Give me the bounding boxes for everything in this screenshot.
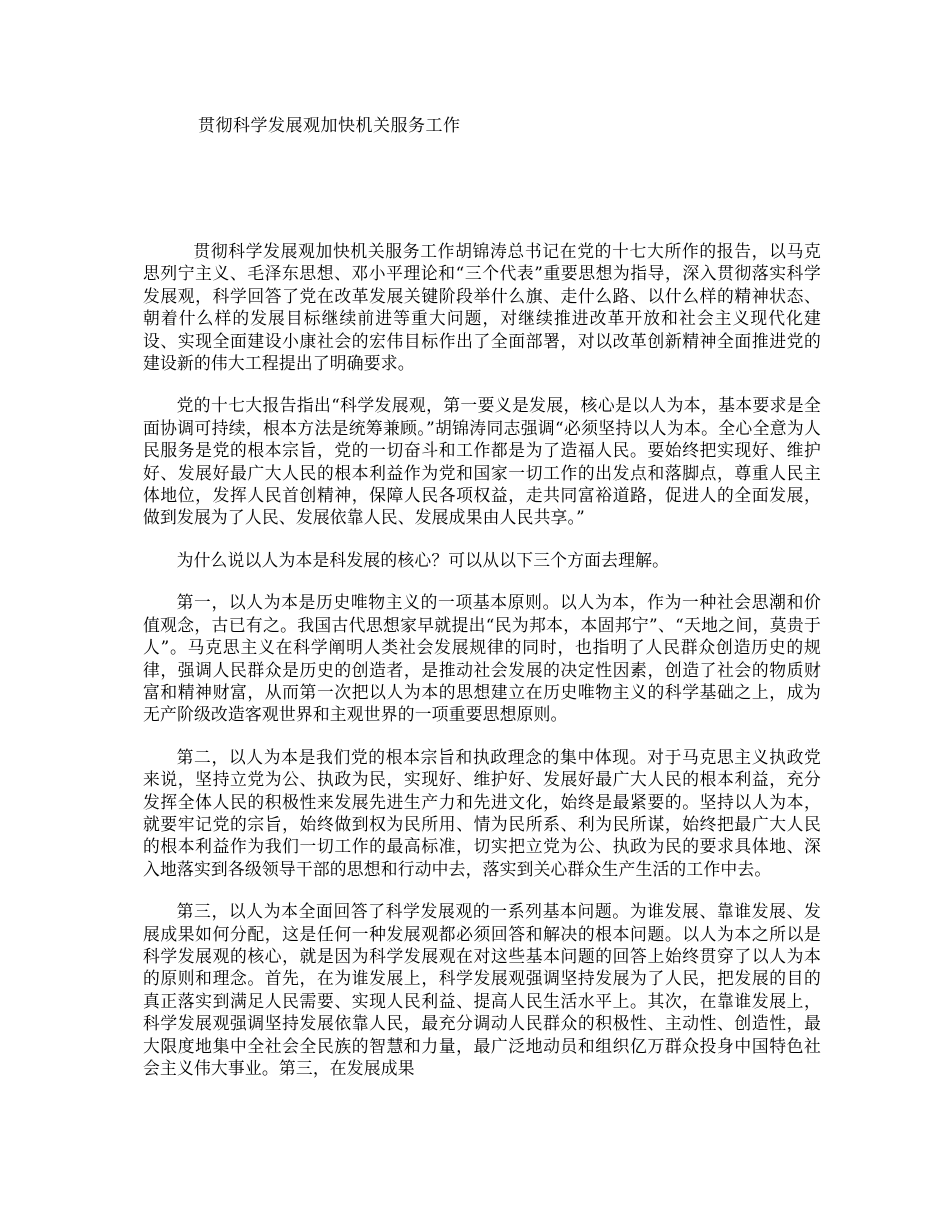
document-body xyxy=(143,240,821,1099)
paragraph-question: 为什么说以人为本是科发展的核心？可以从以下三个方面去理解。 xyxy=(176,549,670,570)
paragraph-first-point: 第一，以人为本是历史唯物主义的一项基本原则。以人为本，作为一种社会思潮和价值观念，古已有之。我国古代思想家早就提出“民为邦本，本固邦宁”、“天地之间，莫贵于人”。马克思主义在科学阐明人类社会发展规律的同时，也指明了人民群众创造历史的规律，强调人民群众是历史的创造者，是推动社会发展的决定性因素，创造了社会的物质财富和精神财富，从而第一次把以人为本的思想建立在历史唯物主义的科学基础之上，成为无产阶级改造客观世界和主观世界的一项重要思想原则。 xyxy=(143,592,821,725)
paragraph-intro: 贯彻科学发展观加快机关服务工作胡锦涛总书记在党的十七大所作的报告，以马克思列宁主义、毛泽东思想、邓小平理论和“三个代表”重要思想为指导，深入贯彻落实科学发展观，科学回答了党在改革发展关键阶段举什么旗、走什么路、以什么样的精神状态、朝着什么样的发展目标继续前进等重大问题，对继续推进改革开放和社会主义现代化建设、实现全面建设小康社会的宏伟目标作出了全面部署，对以改革创新精神全面推进党的建设新的伟大工程提出了明确要求。 xyxy=(143,241,821,374)
paragraph-third-point: 第三，以人为本全面回答了科学发展观的一系列基本问题。为谁发展、靠谁发展、发展成果如何分配，这是任何一种发展观都必须回答和解决的根本问题。以人为本之所以是科学发展观的核心，就是因为科学发展观在对这些基本问题的回答上始终贯穿了以人为本的原则和理念。首先，在为谁发展上，科学发展观强调坚持发展为了人民，把发展的目的真正落实到满足人民需要、实现人民利益、提高人民生活水平上。其次，在靠谁发展上，科学发展观强调坚持发展依靠人民，最充分调动人民群众的积极性、主动性、创造性，最大限度地集中全社会全民族的智慧和力量，最广泛地动员和组织亿万群众投身中国特色社会主义伟大事业。第三，在发展成果 xyxy=(143,901,821,1078)
paragraph-second-point: 第二，以人为本是我们党的根本宗旨和执政理念的集中体现。对于马克思主义执政党来说，坚持立党为公、执政为民，实现好、维护好、发展好最广大人民的根本利益，充分发挥全体人民的积极性来发展先进生产力和先进文化，始终是最紧要的。坚持以人为本，就要牢记党的宗旨，始终做到权为民所用、情为民所系、利为民所谋，始终把最广大人民的根本利益作为我们一切工作的最高标准，切实把立党为公、执政为民的要求具体地、深入地落实到各级领导干部的思想和行动中去，落实到关心群众生产生活的工作中去。 xyxy=(143,746,821,879)
paragraph-report-quote: 党的十七大报告指出“科学发展观，第一要义是发展，核心是以人为本，基本要求是全面协调可持续，根本方法是统筹兼顾。”胡锦涛同志强调“必须坚持以人为本。全心全意为人民服务是党的根本宗旨，党的一切奋斗和工作都是为了造福人民。要始终把实现好、维护好、发展好最广大人民的根本利益作为党和国家一切工作的出发点和落脚点，尊重人民主体地位，发挥人民首创精神，保障人民各项权益，走共同富裕道路，促进人的全面发展，做到发展为了人民、发展依靠人民、发展成果由人民共享。” xyxy=(143,395,821,528)
document-title: 贯彻科学发展观加快机关服务工作 xyxy=(198,116,461,136)
